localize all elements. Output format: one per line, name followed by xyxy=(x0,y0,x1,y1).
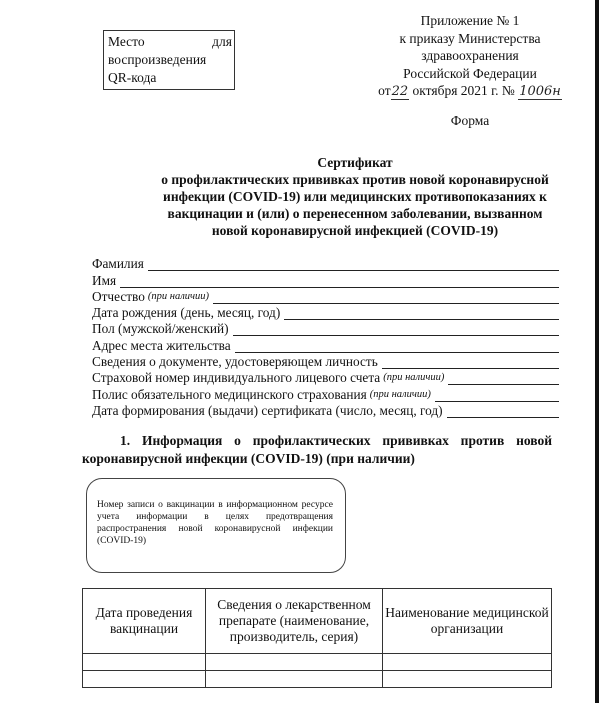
qr-text: для xyxy=(212,34,232,49)
column-header: Дата проведения вакцинации xyxy=(83,589,206,654)
form-field xyxy=(92,320,559,336)
field-label: Сведения о документе, удостоверяющем личность xyxy=(92,354,378,370)
form-field xyxy=(92,402,559,418)
section-1-heading: 1. Информация о профилактических прививках против новой коронавирусной инфекции (COVID-19) (при наличии) xyxy=(82,433,552,466)
qr-text: Место xyxy=(108,34,145,49)
header-line: Приложение № 1 xyxy=(420,13,520,28)
field-blank-line[interactable] xyxy=(120,276,559,288)
scan-edge xyxy=(595,0,599,703)
field-blank-line[interactable] xyxy=(448,373,559,385)
qr-code-placeholder xyxy=(103,30,235,90)
title-line: о профилактических прививках против новой коронавирусной xyxy=(161,172,549,187)
header-line: к приказу Министерства xyxy=(399,30,541,46)
form-field xyxy=(92,304,559,320)
table-cell[interactable] xyxy=(206,654,383,671)
qr-text: QR-кода xyxy=(108,70,157,85)
vaccination-record-label: Номер записи о вакцинации в информационном ресурсе учета информации в целях предотвращения распространения новой коронавирусной инфекции (COVID-19) xyxy=(97,500,333,546)
title-line: новой коронавирусной инфекцией (COVID-19) xyxy=(211,223,499,238)
field-blank-line[interactable] xyxy=(435,390,559,402)
field-label: Пол (мужской/женский) xyxy=(92,321,229,337)
form-field xyxy=(92,336,559,352)
header-line: Российской Федерации xyxy=(403,65,537,81)
title-main: Сертификат xyxy=(317,155,393,170)
field-blank-line[interactable] xyxy=(148,259,559,271)
field-note: (при наличии) xyxy=(383,372,445,384)
header-line: здравоохранения xyxy=(421,48,519,63)
field-blank-line[interactable] xyxy=(284,308,559,320)
field-label: Полис обязательного медицинского страхования xyxy=(92,386,367,402)
field-label: Фамилия xyxy=(92,256,144,272)
field-note: (при наличии) xyxy=(147,290,210,302)
field-label: Дата формирования (выдачи) сертификата (число, месяц, год) xyxy=(92,402,443,418)
qr-text: воспроизведения xyxy=(108,52,207,67)
date-text: октября 2021 г. № xyxy=(412,83,515,98)
table-row xyxy=(83,671,552,688)
field-label: Адрес места жительства xyxy=(92,337,231,353)
certificate-title xyxy=(100,154,600,239)
form-field xyxy=(92,353,559,369)
table-header-row xyxy=(83,589,552,654)
form-field xyxy=(92,271,559,287)
form-field xyxy=(92,288,559,304)
field-blank-line[interactable] xyxy=(233,324,560,336)
date-prefix: от xyxy=(378,83,391,98)
form-field xyxy=(92,369,559,385)
field-blank-line[interactable] xyxy=(235,341,559,353)
column-header: Наименование медицинской организации xyxy=(383,589,552,654)
table-cell[interactable] xyxy=(206,671,383,688)
field-blank-line[interactable] xyxy=(213,292,559,304)
column-header: Сведения о лекарственном препарате (наименование, производитель, серия) xyxy=(206,589,383,654)
form-field xyxy=(92,255,559,271)
field-blank-line[interactable] xyxy=(382,357,559,369)
field-label: Дата рождения (день, месяц, год) xyxy=(92,305,281,321)
form-field xyxy=(92,385,559,401)
handwritten-order-number: 1006н xyxy=(519,84,561,99)
table-cell[interactable] xyxy=(383,654,552,671)
field-label: Отчество xyxy=(92,288,145,304)
title-line: вакцинации и (или) о перенесенном заболевании, вызванном xyxy=(167,206,543,221)
field-label: Страховой номер индивидуального лицевого счета xyxy=(92,370,381,386)
table-cell[interactable] xyxy=(83,654,206,671)
title-line: инфекции (COVID-19) или медицинских противопоказаниях к xyxy=(163,189,547,204)
form-label: Форма xyxy=(450,113,490,128)
personal-fields xyxy=(92,255,559,418)
vaccination-table xyxy=(82,588,552,688)
appendix-header xyxy=(340,12,600,101)
table-row xyxy=(83,654,552,671)
field-blank-line[interactable] xyxy=(447,406,559,418)
field-label: Имя xyxy=(92,272,117,288)
field-note: (при наличии) xyxy=(369,388,431,400)
handwritten-day: 22 xyxy=(391,84,409,99)
order-date-line xyxy=(340,82,600,101)
table-cell[interactable] xyxy=(383,671,552,688)
table-cell[interactable] xyxy=(83,671,206,688)
